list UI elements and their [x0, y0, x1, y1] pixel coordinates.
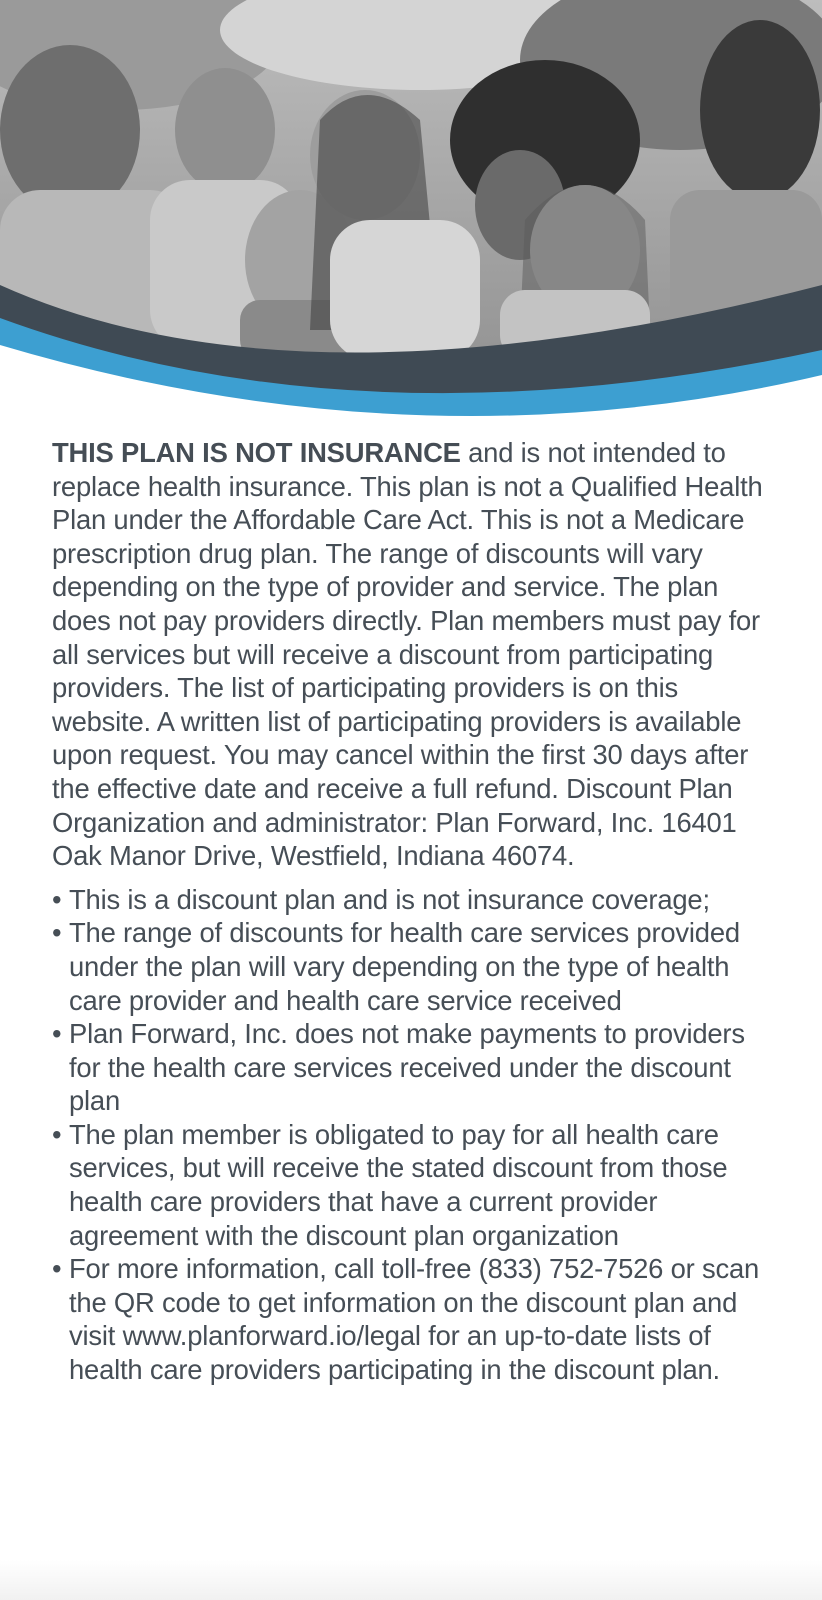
- bullet-text: For more information, call toll-free (833) 752-7526 or scan the QR code to get information on the discount plan and visit www.planforward.io/legal for an up-to-date lists of health care providers participating in the discount plan.: [69, 1253, 760, 1386]
- bullet-glyph: •: [52, 1018, 62, 1050]
- disclaimer-content: [52, 436, 782, 1387]
- bullet-text: Plan Forward, Inc. does not make payments to providers for the health care services received under the discount plan: [69, 1018, 745, 1117]
- list-item: [52, 1118, 782, 1252]
- disclaimer-body: and is not intended to replace health insurance. This plan is not a Qualified Health Plan under the Affordable Care Act. This is not a Medicare prescription drug plan. The range of discounts will vary depending on the type of provider and service. The plan does not pay providers directly. Plan members must pay for all services but will receive a discount from participating providers. The list of participating providers is on this website. A written list of participating providers is available upon request. You may cancel within the first 30 days after the effective date and receive a full refund. Discount Plan Organization and administrator: Plan Forward, Inc. 16401 Oak Manor Drive, Westfield, Indiana 46074.: [52, 437, 763, 872]
- list-item: [52, 883, 782, 917]
- list-item: [52, 1017, 782, 1118]
- bullet-text: This is a discount plan and is not insurance coverage;: [69, 883, 710, 915]
- bullet-glyph: •: [52, 917, 62, 949]
- list-item: [52, 1252, 782, 1386]
- disclaimer-bullet-list: [52, 883, 782, 1387]
- bullet-glyph: •: [52, 1118, 62, 1150]
- family-group-photo: [0, 0, 822, 420]
- bullet-glyph: •: [52, 1253, 62, 1285]
- footer-fade: [0, 1560, 822, 1600]
- bullet-text: The range of discounts for health care services provided under the plan will vary depending on the type of health care provider and health care service received: [69, 917, 740, 1016]
- bullet-text: The plan member is obligated to pay for all health care services, but will receive the stated discount from those health care providers that have a current provider agreement with the discount plan organization: [69, 1118, 728, 1251]
- list-item: [52, 916, 782, 1017]
- disclaimer-lead: THIS PLAN IS NOT INSURANCE: [52, 437, 461, 468]
- bullet-glyph: •: [52, 883, 62, 915]
- hero-photo-banner: [0, 0, 822, 420]
- disclaimer-paragraph: [52, 436, 782, 873]
